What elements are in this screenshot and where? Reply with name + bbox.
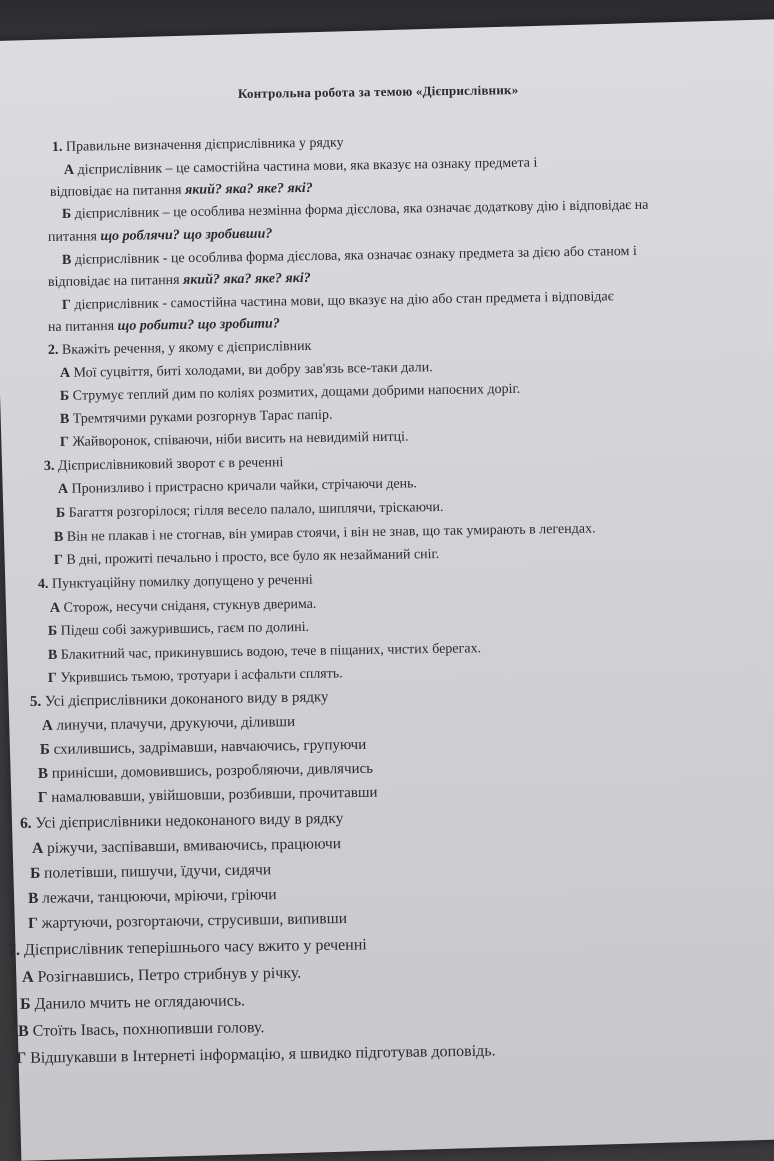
option-text: Підеш собі зажурившись, гаєм по долині. bbox=[60, 619, 310, 639]
option-letter: Б bbox=[59, 388, 70, 404]
option-text: Блакитний час, прикинувшись водою, тече в піщаних, чистих берегах. bbox=[60, 641, 482, 663]
question-number: 5. bbox=[29, 693, 42, 710]
option-letter: В bbox=[27, 889, 39, 907]
option-text: Стоїть Івась, похнюпивши голову. bbox=[32, 1019, 265, 1040]
option-text: намалювавши, увійшовши, розбивши, прочитавши bbox=[51, 784, 378, 806]
question-text: Пунктуаційну помилку допущено у реченні bbox=[51, 572, 313, 592]
option-5b bbox=[40, 737, 366, 759]
option-2d bbox=[60, 430, 409, 451]
question-number: 4. bbox=[37, 576, 49, 592]
option-4d bbox=[48, 666, 343, 687]
option-2c bbox=[60, 408, 333, 428]
option-3c bbox=[54, 521, 596, 546]
option-1b bbox=[62, 198, 649, 223]
option-letter: Б bbox=[55, 505, 66, 521]
option-7d bbox=[16, 1042, 496, 1068]
option-letter: Б bbox=[39, 741, 51, 758]
option-letter: А bbox=[63, 162, 75, 178]
question-3 bbox=[44, 455, 284, 475]
option-text: на питання bbox=[47, 318, 118, 335]
option-4c bbox=[48, 641, 481, 664]
option-4b bbox=[48, 620, 309, 640]
option-text: відповідає на питання bbox=[49, 182, 186, 200]
option-text: Сторож, несучи сніданя, стукнув дверима. bbox=[63, 596, 317, 616]
option-text: Розігнавшись, Петро стрибнув у річку. bbox=[37, 964, 302, 986]
option-letter: Б bbox=[61, 206, 72, 222]
option-emphasis: який? яка? яке? які? bbox=[184, 180, 313, 198]
option-text: ріжучи, заспівавши, вмиваючись, працюючи bbox=[46, 835, 342, 857]
option-text: Мої суцвіття, биті холодами, ви добру зав'язь все-таки дали. bbox=[73, 360, 433, 381]
question-number: 3. bbox=[43, 458, 55, 474]
option-text: відповідає на питання bbox=[47, 272, 184, 290]
option-text: В дні, прожиті печально і просто, все було як незайманий сніг. bbox=[66, 546, 440, 568]
question-7 bbox=[8, 936, 367, 960]
document-title: Контрольна робота за темою «Дієприслівник» bbox=[237, 82, 519, 101]
option-3d bbox=[54, 547, 439, 569]
option-letter: В bbox=[47, 647, 58, 663]
option-letter: А bbox=[57, 481, 69, 497]
question-text: Усі дієприслівники доконаного виду в рядку bbox=[44, 689, 329, 710]
option-text: Данило мчить не оглядаючись. bbox=[34, 992, 246, 1013]
question-number: 2. bbox=[47, 342, 59, 358]
option-text: Жайворонок, співаючи, ніби висить на невидимій нитці. bbox=[72, 429, 409, 450]
option-letter: А bbox=[21, 968, 34, 986]
option-emphasis: що роблячи? що зробивши? bbox=[100, 226, 273, 245]
option-4a bbox=[50, 597, 317, 617]
option-text: Пронизливо і пристрасно кричали чайки, стрічаючи день. bbox=[71, 476, 418, 497]
question-number: 1. bbox=[51, 139, 63, 155]
option-letter: Г bbox=[37, 789, 48, 806]
option-letter: В bbox=[61, 252, 72, 268]
option-1c bbox=[62, 244, 637, 269]
question-6 bbox=[20, 810, 344, 833]
option-2a bbox=[60, 360, 433, 382]
option-7b bbox=[20, 992, 245, 1014]
option-text: дієприслівник - самостійна частина мови, що вказує на дію або стан предмета і відповідає bbox=[74, 289, 614, 313]
question-number: 7. bbox=[7, 941, 21, 959]
option-text: Укрившись тьмою, тротуари і асфальти сплять. bbox=[60, 666, 343, 686]
question-5 bbox=[30, 689, 329, 711]
option-1a bbox=[64, 156, 538, 179]
question-number: 6. bbox=[19, 814, 32, 832]
option-text: линучи, плачучи, друкуючи, діливши bbox=[56, 714, 296, 734]
option-5a bbox=[42, 714, 295, 735]
option-6a bbox=[32, 835, 341, 858]
option-6d bbox=[28, 910, 347, 933]
option-5c bbox=[38, 761, 373, 783]
option-text: Струмує теплий дим по коліях розмитих, дощами добрими напоєних доріг. bbox=[72, 381, 521, 404]
question-text: Дієприслівниковий зворот є в реченні bbox=[57, 455, 284, 474]
question-1 bbox=[52, 135, 344, 156]
option-text: Відшукавши в Інтернеті інформацію, я швидко підготував доповідь. bbox=[30, 1042, 496, 1067]
option-letter: А bbox=[31, 839, 44, 857]
option-letter: В bbox=[17, 1022, 29, 1040]
option-letter: В bbox=[37, 765, 49, 782]
option-letter: А bbox=[59, 365, 71, 381]
option-3b bbox=[56, 500, 444, 522]
option-text: Багаття розгорілося; гілля весело палало, шиплячи, тріскаючи. bbox=[68, 499, 444, 521]
question-text: Усі дієприслівники недоконаного виду в рядку bbox=[35, 809, 344, 832]
option-5d bbox=[38, 785, 378, 807]
option-1d-cont bbox=[48, 316, 280, 336]
question-text: Правильне визначення дієприслівника у рядку bbox=[65, 135, 344, 155]
option-letter: Г bbox=[61, 297, 72, 313]
option-text: Він не плакав і не стогнав, він умирав стоячи, і він не знав, що так умирають в легендах. bbox=[66, 521, 596, 545]
option-text: дієприслівник – це особлива незмінна форма дієслова, яка означає додаткову дію і відповідає на bbox=[74, 197, 649, 222]
option-emphasis: що робити? що зробити? bbox=[117, 316, 280, 334]
question-text: Вкажіть речення, у якому є дієприслівник bbox=[61, 338, 312, 358]
question-text: Дієприслівник теперішнього часу вжито у реченні bbox=[23, 936, 367, 959]
option-letter: А bbox=[49, 600, 61, 616]
option-text: лежачи, танцюючи, мріючи, гріючи bbox=[42, 886, 277, 907]
option-text: принісши, домовившись, розробляючи, дивлячись bbox=[51, 760, 374, 782]
option-text: питання bbox=[47, 229, 101, 245]
option-1d bbox=[62, 289, 614, 314]
option-text: дієприслівник – це самостійна частина мови, яка вказує на ознаку предмета і bbox=[77, 155, 538, 178]
option-1b-cont bbox=[48, 226, 273, 246]
option-letter: Б bbox=[29, 864, 41, 882]
option-letter: Б bbox=[47, 623, 58, 639]
option-6c bbox=[28, 886, 277, 908]
option-1c-cont bbox=[48, 271, 311, 291]
option-text: полетівши, пишучи, їдучи, сидячи bbox=[43, 861, 272, 882]
option-2b bbox=[60, 382, 520, 405]
option-text: Тремтячими руками розгорнув Тарас папір. bbox=[72, 407, 333, 427]
question-4 bbox=[38, 573, 313, 593]
option-letter: Г bbox=[27, 914, 38, 932]
option-emphasis: який? яка? яке? які? bbox=[182, 270, 311, 288]
option-7c bbox=[18, 1019, 265, 1041]
option-letter: В bbox=[53, 529, 64, 545]
option-3a bbox=[58, 476, 417, 498]
option-letter: Г bbox=[59, 434, 70, 450]
question-2 bbox=[48, 339, 312, 359]
option-letter: Г bbox=[15, 1049, 27, 1067]
option-text: жартуючи, розгортаючи, струсивши, випивши bbox=[41, 909, 348, 932]
option-letter: Г bbox=[53, 552, 64, 568]
option-6b bbox=[30, 861, 271, 883]
option-letter: А bbox=[41, 717, 53, 734]
option-7a bbox=[22, 965, 302, 987]
option-letter: Г bbox=[47, 670, 58, 686]
option-1a-cont bbox=[50, 181, 313, 201]
option-letter: Б bbox=[19, 995, 31, 1013]
option-letter: В bbox=[59, 411, 70, 427]
option-text: схилившись, задрімавши, навчаючись, групуючи bbox=[53, 736, 367, 758]
option-text: дієприслівник - це особлива форма дієслова, яка означає ознаку предмета за дією або станом і bbox=[74, 243, 637, 268]
